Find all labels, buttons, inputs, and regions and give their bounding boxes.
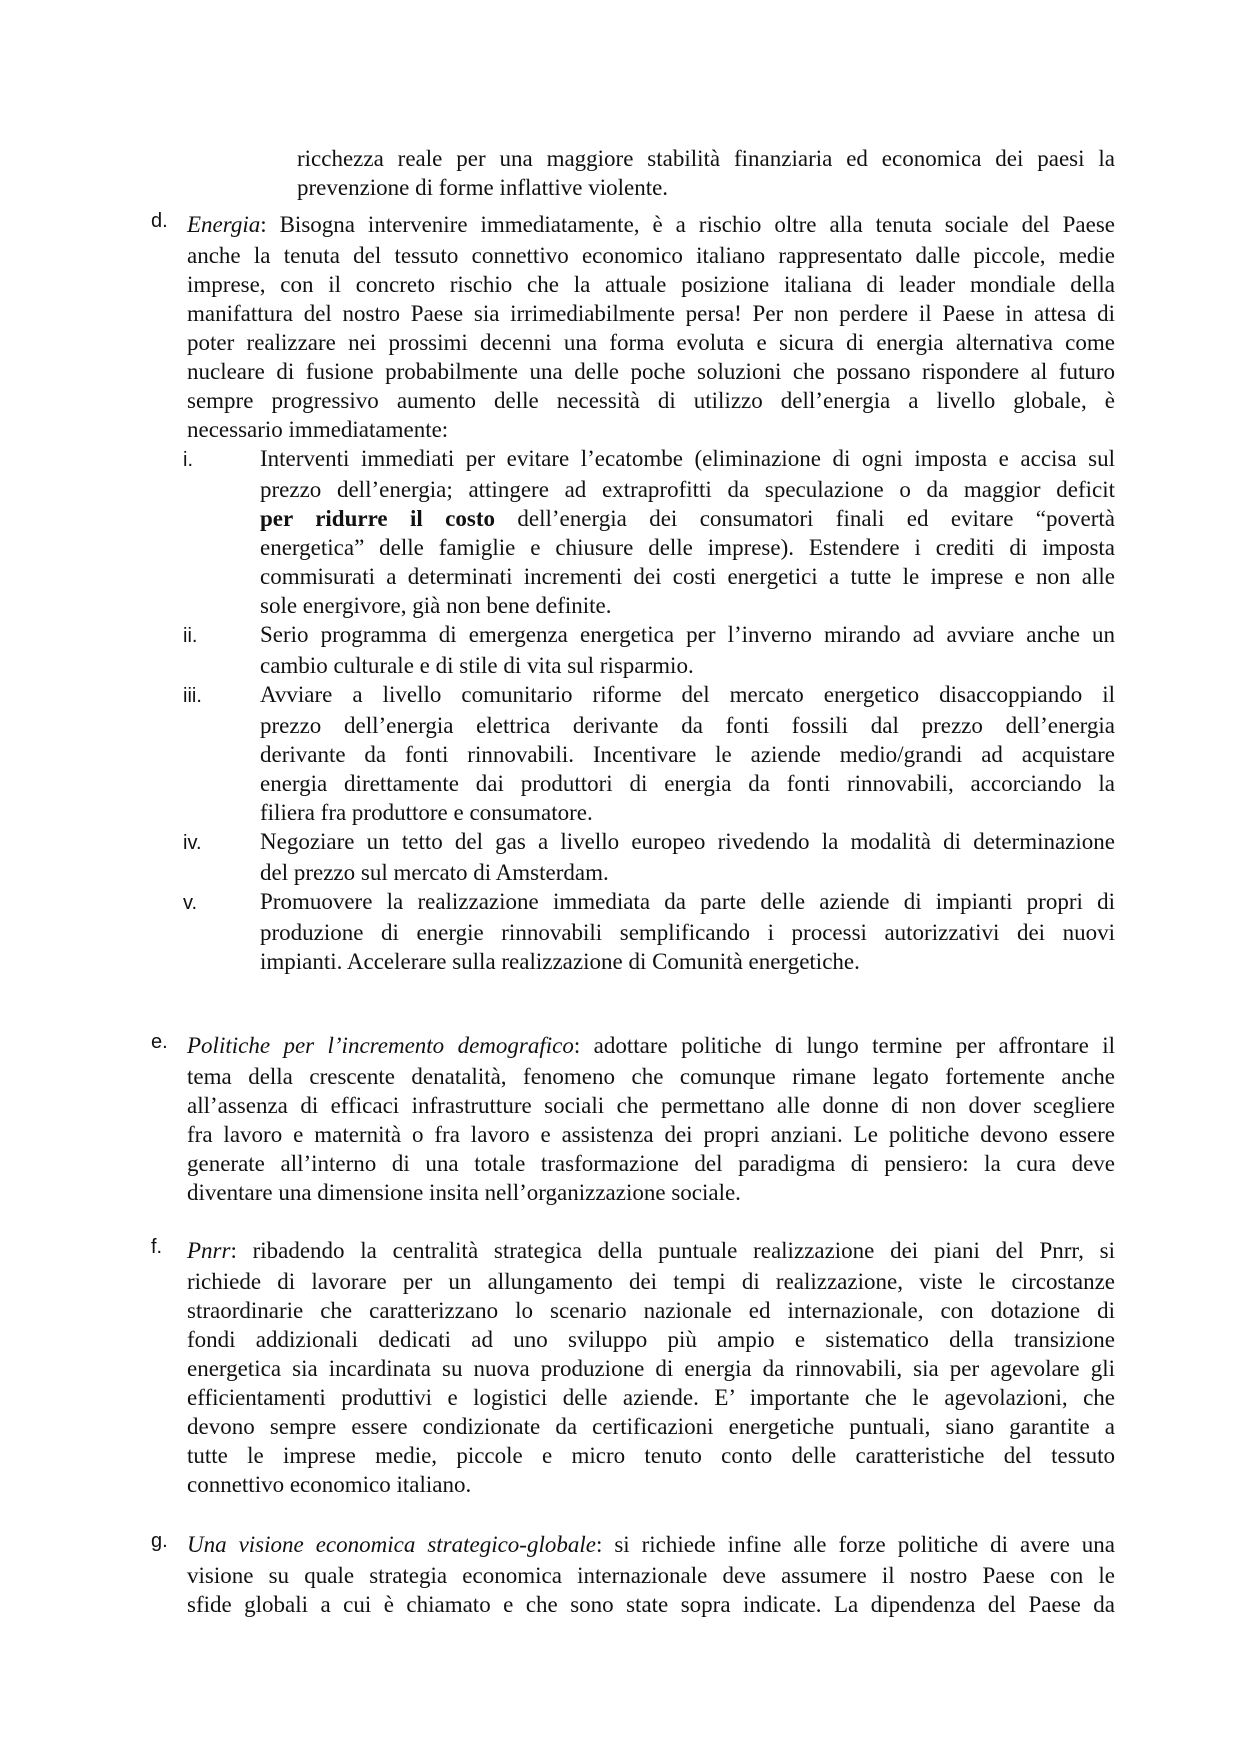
text-line: Interventi immediati per evitare l’ecatombe (eliminazione di ogni imposta e accisa sul [260, 446, 1115, 471]
text-line: straordinarie che caratterizzano lo scenario nazionale ed internazionale, con dotazione di [187, 1298, 1115, 1323]
list-marker: v. [183, 892, 198, 914]
text-line: imprese, con il concreto rischio che la attuale posizione italiana di leader mondiale della [187, 272, 1115, 297]
text-line: Negoziare un tetto del gas a livello europeo rivedendo la modalità di determinazione [260, 829, 1115, 854]
text-line: tema della crescente denatalità, fenomeno che comunque rimane legato fortemente anche [187, 1064, 1115, 1089]
text-line: Politiche per l’incremento demografico: adottare politiche di lungo termine per affrontare il [187, 1033, 1115, 1058]
text-line: Una visione economica strategico-globale: si richiede infine alle forze politiche di avere una [187, 1532, 1115, 1557]
text-line: derivante da fonti rinnovabili. Incentivare le aziende medio/grandi ad acquistare [260, 742, 1115, 767]
list-item-i [183, 444, 1115, 620]
text-line: devono sempre essere condizionate da certificazioni energetiche puntuali, siano garantite a [187, 1414, 1115, 1439]
text-line: cambio culturale e di stile di vita sul risparmio. [260, 653, 694, 678]
text-line: necessario immediatamente: [187, 417, 449, 442]
list-item-iii [183, 680, 1115, 827]
section-title: Politiche per l’incremento demografico [187, 1033, 574, 1058]
section-title: Energia [187, 212, 261, 237]
text-line: Energia: Bisogna intervenire immediatamente, è a rischio oltre alla tenuta sociale del Paese [187, 212, 1115, 237]
text-line: prevenzione di forme inflattive violente. [297, 175, 669, 200]
text-line: efficientamenti produttivi e logistici delle aziende. E’ importante che le agevolazioni, che [187, 1385, 1115, 1410]
text-line: prezzo dell’energia; attingere ad extraprofitti da speculazione o da maggior deficit [260, 477, 1115, 502]
text-line: filiera fra produttore e consumatore. [260, 800, 593, 825]
list-item-v [183, 887, 1115, 976]
text-line: Avviare a livello comunitario riforme del mercato energetico disaccoppiando il [260, 682, 1115, 707]
list-marker: f. [151, 1236, 163, 1258]
text-line: sole energivore, già non bene definite. [260, 593, 612, 618]
text-line: impianti. Accelerare sulla realizzazione di Comunità energetiche. [260, 949, 860, 974]
section-title: Pnrr [187, 1238, 231, 1263]
text-line: energetica” delle famiglie e chiusure delle imprese). Estendere i crediti di imposta [260, 535, 1115, 560]
text-line: sempre progressivo aumento delle necessità di utilizzo dell’energia a livello globale, è [187, 388, 1115, 413]
text-line: commisurati a determinati incrementi dei costi energetici a tutte le imprese e non alle [260, 564, 1115, 589]
text-line: generate all’interno di una totale trasformazione del paradigma di pensiero: la cura deve [187, 1151, 1115, 1176]
section-title: Una visione economica strategico-globale [187, 1532, 596, 1557]
text-line: per ridurre il costo dell’energia dei consumatori finali ed evitare “povertà [260, 506, 1115, 531]
section-body [183, 210, 1115, 976]
section-body [187, 1530, 1115, 1619]
text-line: poter realizzare nei prossimi decenni una forma evoluta e sicura di energia alternativa come [187, 330, 1115, 355]
list-marker: i. [183, 449, 193, 471]
text-line: connettivo economico italiano. [187, 1472, 472, 1497]
list-marker: g. [151, 1530, 168, 1552]
text-line: Promuovere la realizzazione immediata da parte delle aziende di impianti propri di [260, 889, 1115, 914]
text-line: all’assenza di efficaci infrastrutture sociali che permettano alle donne di non dover scegliere [187, 1093, 1115, 1118]
text-line: fondi addizionali dedicati ad uno sviluppo più ampio e sistematico della transizione [187, 1327, 1115, 1352]
text-line: diventare una dimensione insita nell’organizzazione sociale. [187, 1180, 741, 1205]
list-marker: e. [151, 1031, 168, 1053]
text-line: manifattura del nostro Paese sia irrimediabilmente persa! Per non perdere il Paese in attesa di [187, 301, 1115, 326]
text-line: Pnrr: ribadendo la centralità strategica della puntuale realizzazione dei piani del Pnrr, si [187, 1238, 1115, 1263]
text-line: prezzo dell’energia elettrica derivante da fonti fossili dal prezzo dell’energia [260, 713, 1115, 738]
list-marker: iii. [183, 685, 202, 707]
section-body [187, 1031, 1115, 1207]
text-line: energetica sia incardinata su nuova produzione di energia da rinnovabili, sia per agevolare gli [187, 1356, 1115, 1381]
text-line: richiede di lavorare per un allungamento dei tempi di realizzazione, viste le circostanze [187, 1269, 1115, 1294]
bold-phrase: per ridurre il costo [260, 506, 495, 531]
list-marker: d. [151, 210, 168, 232]
text-line: visione su quale strategia economica internazionale deve assumere il nostro Paese con le [187, 1563, 1115, 1588]
continuation-paragraph [297, 144, 1115, 202]
text-line: produzione di energie rinnovabili semplificando i processi autorizzativi dei nuovi [260, 920, 1115, 945]
list-item-iv [183, 827, 1115, 887]
text-line: ricchezza reale per una maggiore stabilità finanziaria ed economica dei paesi la [297, 146, 1115, 171]
section-body [187, 1236, 1115, 1499]
text-line: sfide globali a cui è chiamato e che sono state sopra indicate. La dipendenza del Paese da [187, 1592, 1115, 1617]
text-line: energia direttamente dai produttori di energia da fonti rinnovabili, accorciando la [260, 771, 1115, 796]
text-line: del prezzo sul mercato di Amsterdam. [260, 860, 609, 885]
text-line: anche la tenuta del tessuto connettivo economico italiano rappresentato dalle piccole, medie [187, 243, 1115, 268]
text-line: tutte le imprese medie, piccole e micro tenuto conto delle caratteristiche del tessuto [187, 1443, 1115, 1468]
text-line: fra lavoro e maternità o fra lavoro e assistenza dei propri anziani. Le politiche devono essere [187, 1122, 1115, 1147]
text-line: Serio programma di emergenza energetica per l’inverno mirando ad avviare anche un [260, 622, 1115, 647]
list-marker: ii. [183, 625, 198, 647]
text-line: nucleare di fusione probabilmente una delle poche soluzioni che possano rispondere al futuro [187, 359, 1115, 384]
list-marker: iv. [183, 832, 202, 854]
list-item-ii [183, 620, 1115, 680]
